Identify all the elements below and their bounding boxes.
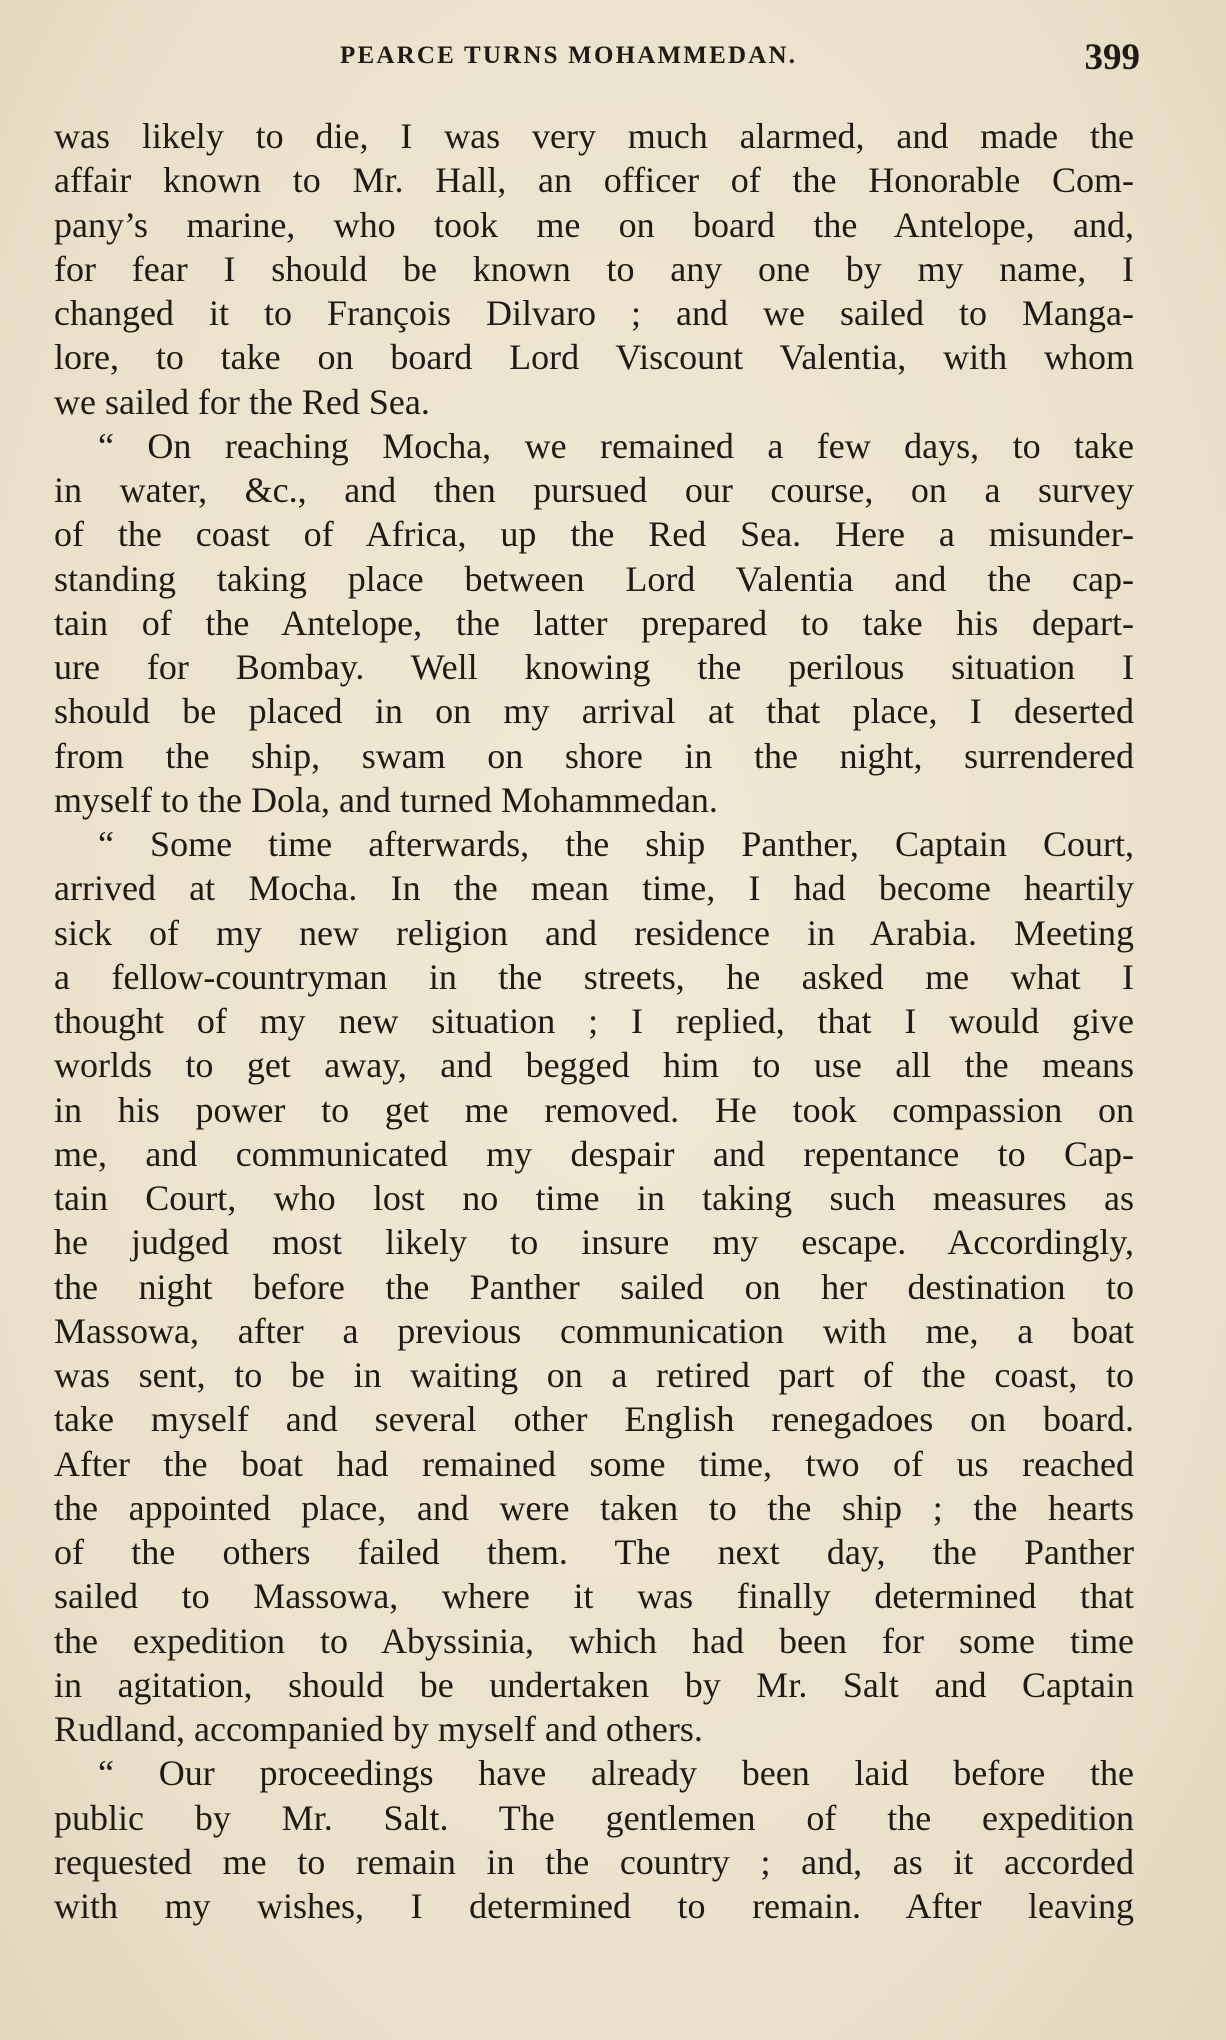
- paragraph-start-line: “ Some time afterwards, the ship Panther, Captain Court,: [98, 824, 1134, 864]
- running-title: PEARCE TURNS MOHAMMEDAN.: [340, 42, 798, 69]
- text-line: requested me to remain in the country ; and, as it accorded: [54, 1841, 1134, 1882]
- paragraph-start-line: “ Our proceedings have already been laid before the: [98, 1753, 1134, 1794]
- text-line: the appointed place, and were taken to the ship ; the hearts: [54, 1487, 1134, 1528]
- text-line: with my wishes, I determined to remain. After leaving: [54, 1886, 1134, 1926]
- text-line: the night before the Panther sailed on her destination to: [54, 1266, 1134, 1307]
- text-line: from the ship, swam on shore in the night, surrendered: [54, 735, 1134, 776]
- text-line: myself to the Dola, and turned Mohammedan.: [54, 779, 718, 820]
- text-line: he judged most likely to insure my escape. Accordingly,: [54, 1222, 1134, 1263]
- text-line: we sailed for the Red Sea.: [54, 381, 430, 422]
- text-line: of the others failed them. The next day, the Panther: [54, 1532, 1134, 1572]
- text-line: pany’s marine, who took me on board the Antelope, and,: [54, 204, 1134, 245]
- running-head: [54, 36, 1140, 86]
- text-line: arrived at Mocha. In the mean time, I had become heartily: [54, 868, 1134, 909]
- text-line: changed it to François Dilvaro ; and we sailed to Manga-: [54, 293, 1134, 333]
- text-line: tain of the Antelope, the latter prepared to take his depart-: [54, 602, 1134, 643]
- text-line: worlds to get away, and begged him to use all the means: [54, 1045, 1134, 1086]
- text-line: take myself and several other English renegadoes on board.: [54, 1399, 1134, 1440]
- text-line: for fear I should be known to any one by my name, I: [54, 248, 1134, 289]
- text-line: in his power to get me removed. He took compassion on: [54, 1089, 1134, 1130]
- text-line: thought of my new situation ; I replied, that I would give: [54, 1001, 1134, 1041]
- page-number: 399: [1084, 37, 1140, 78]
- text-line: in agitation, should be undertaken by Mr. Salt and Captain: [54, 1664, 1134, 1705]
- text-line: ure for Bombay. Well knowing the perilous situation I: [54, 647, 1134, 687]
- text-line: standing taking place between Lord Valentia and the cap-: [54, 558, 1134, 599]
- text-line: sailed to Massowa, where it was finally determined that: [54, 1576, 1134, 1617]
- text-line: affair known to Mr. Hall, an officer of the Honorable Com-: [54, 160, 1134, 201]
- text-line: After the boat had remained some time, two of us reached: [54, 1443, 1134, 1484]
- text-line: sick of my new religion and residence in Arabia. Meeting: [54, 912, 1134, 953]
- text-line: Rudland, accompanied by myself and others.: [54, 1709, 703, 1749]
- body-text: [54, 114, 1134, 1928]
- text-line: a fellow-countryman in the streets, he asked me what I: [54, 956, 1134, 997]
- paragraph-start-line: “ On reaching Mocha, we remained a few days, to take: [98, 425, 1134, 466]
- text-line: the expedition to Abyssinia, which had been for some time: [54, 1620, 1134, 1661]
- text-line: me, and communicated my despair and repentance to Cap-: [54, 1133, 1134, 1174]
- text-line: lore, to take on board Lord Viscount Valentia, with whom: [54, 337, 1134, 378]
- text-line: public by Mr. Salt. The gentlemen of the expedition: [54, 1797, 1134, 1838]
- text-line: was likely to die, I was very much alarmed, and made the: [54, 116, 1134, 156]
- text-line: of the coast of Africa, up the Red Sea. Here a misunder-: [54, 514, 1134, 555]
- text-line: tain Court, who lost no time in taking such measures as: [54, 1178, 1134, 1218]
- text-line: Massowa, after a previous communication with me, a boat: [54, 1310, 1134, 1351]
- text-line: should be placed in on my arrival at that place, I deserted: [54, 691, 1134, 732]
- text-line: was sent, to be in waiting on a retired part of the coast, to: [54, 1355, 1134, 1395]
- text-line: in water, &c., and then pursued our course, on a survey: [54, 470, 1134, 510]
